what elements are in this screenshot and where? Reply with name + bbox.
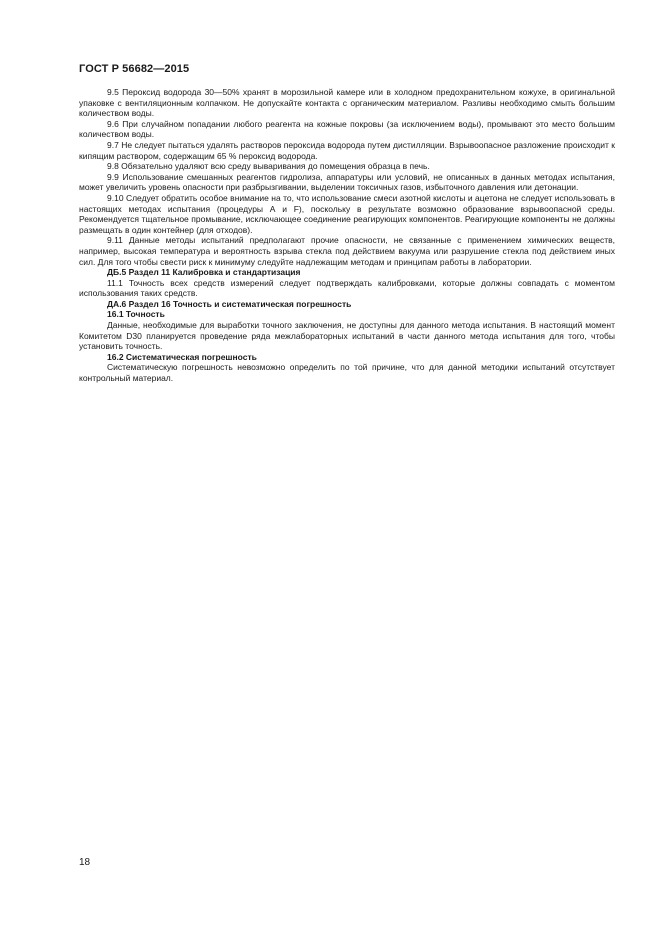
paragraph-9-10: 9.10 Следует обратить особое внимание на то, что использование смеси азотной кислоты и ацетона не следует использовать в настоящих методах испытания (процедуры А и F), поскольку в результате возможно образование взрывоопасной среды. Рекомендуется тщательное промывание, исключающее соединение реагирующих компонентов. Реагирующие компоненты не должны размещать в один контейнер (для отходов). [79,192,615,235]
paragraph-bias: Систематическую погрешность невозможно определить по той причине, что для данной методики испытаний отсутствует контрольный материал. [79,362,615,384]
paragraph-11-1: 11.1 Точность всех средств измерений следует подтверждать калибровками, которые должны совпадать с моментом использования таких средств. [79,277,615,299]
paragraph-9-11: 9.11 Данные методы испытаний предполагают прочие опасности, не связанные с применением химических веществ, например, высокая температура и вероятность взрыва стекла под действием вакуума или разрушение стекла под действием иных сил. Для того чтобы свести риск к минимуму следуйте надлежащим методам и принципам работы в лаборатории. [79,235,615,267]
document-body [79,87,615,384]
paragraph-9-5: 9.5 Пероксид водорода 30—50% хранят в морозильной камере или в холодном предохранительном кожухе, в оригинальной упаковке с вентиляционным колпачком. Не допускайте контакта с органическим материалом. Разливы необходимо смыть большим количеством воды. [79,87,615,119]
subsection-heading-16-1: 16.1 Точность [107,309,165,320]
paragraph-precision: Данные, необходимые для выработки точного заключения, не доступны для данного метода испытания. В настоящий момент Комитетом D30 планируется проведение ряда межлабораторных испытаний в части данного метода испытания для того, чтобы установить точность. [79,320,615,352]
paragraph-9-6: 9.6 При случайном попадании любого реагента на кожные покровы (за исключением воды), промывают это место большим количеством воды. [79,118,615,140]
section-heading-da6: ДА.6 Раздел 16 Точность и систематическая погрешность [107,298,352,309]
page-number: 18 [79,857,91,868]
paragraph-9-8: 9.8 Обязательно удаляют всю среду вываривания до помещения образца в печь. [107,161,430,172]
section-heading-db5: ДБ.5 Раздел 11 Калибровка и стандартизация [107,267,301,278]
subsection-heading-16-2: 16.2 Систематическая погрешность [107,351,257,362]
paragraph-9-7: 9.7 Не следует пытаться удалять растворов пероксида водорода путем дистилляции. Взрывоопасное разложение происходит к кипящим раствором, содержащим 65 % пероксид водорода. [79,139,615,161]
paragraph-9-9: 9.9 Использование смешанных реагентов гидролиза, аппаратуры или условий, не описанных в данных методах испытания, может увеличить уровень опасности при разбрызгивании, выделении токсичных газов, избыточного давления или детонации. [79,171,615,193]
document-standard-title: ГОСТ Р 56682—2015 [79,63,190,75]
